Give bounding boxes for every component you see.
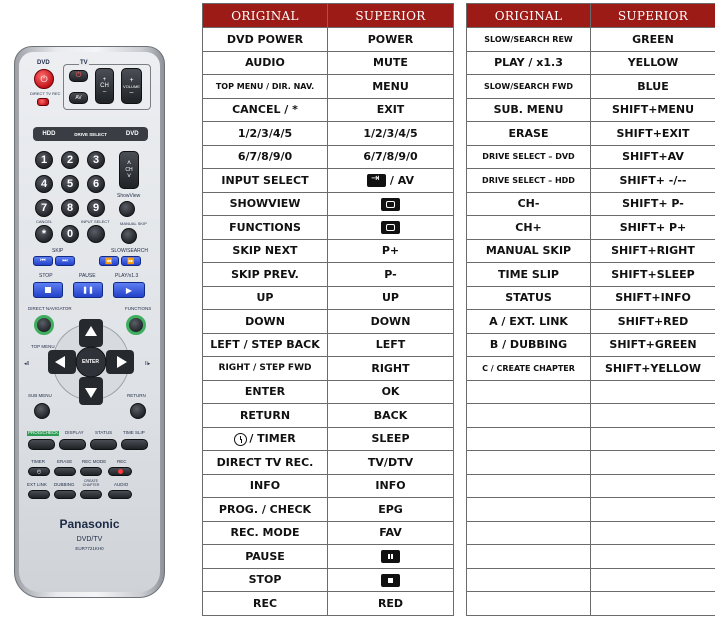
model-code: EUR7721KH0 (75, 546, 104, 551)
original-cell: DVD POWER (203, 28, 328, 52)
audio-button (108, 490, 132, 499)
original-cell (467, 474, 591, 498)
original-cell: DIRECT TV REC. (203, 451, 328, 475)
original-cell: ENTER (203, 380, 328, 404)
original-cell (203, 427, 328, 451)
superior-cell (328, 216, 454, 240)
superior-cell: LEFT (328, 333, 454, 357)
display-label: DISPLAY (65, 430, 84, 435)
stop-label: STOP (39, 273, 53, 279)
navigation-pad (46, 317, 136, 407)
ext-link-label: EXT LINK (27, 482, 47, 487)
digit-0-button: 0 (61, 225, 79, 243)
original-cell: DOWN (203, 310, 328, 334)
create-chapter-button (80, 490, 102, 499)
table-row (467, 286, 715, 310)
original-cell: SHOWVIEW (203, 192, 328, 216)
timer-button (28, 467, 50, 476)
table-row (203, 404, 454, 428)
original-cell (467, 380, 591, 404)
table-row (203, 28, 454, 52)
input-select-button (87, 225, 105, 243)
slow-search-label: SLOW/SEARCH (111, 248, 148, 254)
superior-cell: SHIFT+GREEN (591, 333, 715, 357)
digit-8-button: 8 (61, 199, 79, 217)
superior-cell: DOWN (328, 310, 454, 334)
original-cell (467, 404, 591, 428)
superior-cell-text: / AV (389, 173, 414, 187)
superior-cell: UP (328, 286, 454, 310)
ch-up-icon: + (102, 77, 107, 83)
original-cell: ERASE (467, 122, 591, 146)
superior-cell: GREEN (591, 28, 715, 52)
table-row (203, 451, 454, 475)
direct-tv-rec-label: DIRECT TV REC (30, 91, 61, 96)
original-cell: AUDIO (203, 51, 328, 75)
table-row (203, 568, 454, 592)
play-label: PLAY/x1.3 (115, 273, 139, 279)
remote-control-image (14, 46, 165, 598)
dubbing-label: DUBBING (54, 482, 75, 487)
superior-cell: SHIFT+EXIT (591, 122, 715, 146)
table-row (203, 380, 454, 404)
table-row (467, 28, 715, 52)
superior-cell: OK (328, 380, 454, 404)
prog-check-label: PROG/CHECK (28, 430, 59, 435)
volume-label: VOLUME (123, 83, 140, 89)
pause-key-icon (381, 550, 400, 563)
cancel-star-button: * (35, 225, 53, 243)
original-cell (467, 592, 591, 616)
original-cell: STOP (203, 568, 328, 592)
sub-menu-label: SUB MENU (28, 393, 52, 398)
superior-cell: SHIFT+MENU (591, 98, 715, 122)
dvd-drive-button: DVD (125, 131, 139, 137)
return-label: RETURN (127, 393, 146, 398)
original-cell: TIME SLIP (467, 263, 591, 287)
superior-cell (591, 545, 715, 569)
superior-cell: YELLOW (591, 51, 715, 75)
table-row (203, 498, 454, 522)
erase-button (54, 467, 76, 476)
ch-down-icon: – (102, 89, 107, 95)
digit-7-button: 7 (35, 199, 53, 217)
tv-label: TV (80, 60, 88, 66)
table-row (467, 263, 715, 287)
superior-cell: SHIFT+ P+ (591, 216, 715, 240)
superior-cell: SHIFT+RED (591, 310, 715, 334)
original-cell: CH+ (467, 216, 591, 240)
stop-button (33, 282, 63, 298)
digit-2-button: 2 (61, 151, 79, 169)
stop-key-icon (381, 574, 400, 587)
original-cell: B / DUBBING (467, 333, 591, 357)
direct-tv-rec-button (37, 98, 49, 106)
skip-prev-icon: ⏮ (40, 257, 46, 264)
original-cell: CH- (467, 192, 591, 216)
chevron-up-icon: ˄ (126, 160, 132, 167)
clock-icon: ◴ (36, 468, 42, 475)
dvd-power-button (34, 69, 54, 89)
superior-cell: SHIFT+YELLOW (591, 357, 715, 381)
functions-key-icon (381, 221, 400, 234)
superior-cell: SHIFT+SLEEP (591, 263, 715, 287)
slow-fwd-button (121, 256, 141, 266)
dubbing-button (54, 490, 76, 499)
table-row (467, 216, 715, 240)
table-row (467, 451, 715, 475)
original-cell: DRIVE SELECT – HDD (467, 169, 591, 193)
superior-cell: SHIFT+ P- (591, 192, 715, 216)
table-row (467, 498, 715, 522)
original-cell (467, 427, 591, 451)
superior-cell (591, 404, 715, 428)
manual-skip-label: MANUAL SKIP (120, 221, 147, 226)
table-row (467, 521, 715, 545)
time-slip-button (121, 439, 148, 450)
superior-cell: SLEEP (328, 427, 454, 451)
original-cell: MANUAL SKIP (467, 239, 591, 263)
table-row (203, 310, 454, 334)
rec-mode-label: REC MODE (82, 459, 107, 464)
model-line: DVD/TV (76, 536, 103, 543)
superior-cell (591, 427, 715, 451)
remote-face (19, 52, 160, 592)
rewind-icon: ⏪ (105, 258, 113, 265)
table-row (203, 169, 454, 193)
original-cell (467, 498, 591, 522)
original-cell: SUB. MENU (467, 98, 591, 122)
superior-cell: SHIFT+INFO (591, 286, 715, 310)
brand-logo: Panasonic (59, 517, 120, 531)
pause-button (73, 282, 103, 298)
top-menu-label: TOP MENU (31, 344, 55, 349)
cancel-label: CANCEL (36, 219, 53, 224)
rec-label: REC (117, 459, 127, 464)
ch-small-label: CH (125, 167, 133, 173)
superior-cell: EXIT (328, 98, 454, 122)
table-row (467, 122, 715, 146)
original-cell: REC. MODE (203, 521, 328, 545)
superior-cell (591, 592, 715, 616)
functions-label: FUNCTIONS (125, 306, 152, 311)
superior-cell: SHIFT+RIGHT (591, 239, 715, 263)
superior-cell: SHIFT+AV (591, 145, 715, 169)
superior-cell: FAV (328, 521, 454, 545)
table-row (467, 404, 715, 428)
table-row (467, 169, 715, 193)
table-row (467, 98, 715, 122)
rec-button (108, 467, 132, 476)
superior-cell (328, 169, 454, 193)
original-cell (467, 521, 591, 545)
input-source-icon (367, 174, 386, 187)
status-label: STATUS (95, 430, 113, 435)
pause-icon: ❚❚ (82, 287, 94, 294)
table-row (467, 145, 715, 169)
time-slip-label: TIME SLIP (123, 430, 145, 435)
prog-check-button (28, 439, 55, 450)
superior-cell: P- (328, 263, 454, 287)
digit-4-button: 4 (35, 175, 53, 193)
drive-select-bar (33, 127, 148, 141)
original-cell: SLOW/SEARCH REW (467, 28, 591, 52)
table-row (203, 521, 454, 545)
superior-cell: POWER (328, 28, 454, 52)
original-cell: FUNCTIONS (203, 216, 328, 240)
volume-rocker (121, 68, 142, 104)
original-cell: TOP MENU / DIR. NAV. (203, 75, 328, 99)
table-row (467, 333, 715, 357)
record-dot-icon (118, 469, 123, 474)
showview-key-icon (381, 198, 400, 211)
slow-rew-button (99, 256, 119, 266)
showview-button (119, 201, 135, 217)
dvd-label: DVD (37, 60, 50, 66)
table-row (203, 145, 454, 169)
ch-label: CH (100, 83, 109, 89)
column-header-superior: SUPERIOR (591, 4, 715, 28)
column-header-superior: SUPERIOR (328, 4, 454, 28)
skip-label: SKIP (52, 248, 64, 254)
table-row (203, 239, 454, 263)
superior-cell: BACK (328, 404, 454, 428)
original-cell: PLAY / x1.3 (467, 51, 591, 75)
original-cell: PROG. / CHECK (203, 498, 328, 522)
skip-next-button (55, 256, 75, 266)
showview-label: ShowView (117, 193, 141, 199)
skip-next-icon: ⏭ (62, 257, 68, 264)
av-label: AV (75, 95, 82, 101)
play-button (113, 282, 145, 298)
table-row (203, 357, 454, 381)
superior-cell: SHIFT+ -/-- (591, 169, 715, 193)
table-row (203, 192, 454, 216)
create-chapter-label: CREATE CHAPTER (82, 479, 100, 487)
superior-cell (591, 380, 715, 404)
original-cell: RETURN (203, 404, 328, 428)
chevron-down-icon: ˅ (126, 173, 132, 180)
table-row (203, 592, 454, 616)
tv-power-icon: ⏻ (75, 72, 82, 79)
superior-cell: P+ (328, 239, 454, 263)
return-button (130, 403, 146, 419)
table-row (203, 545, 454, 569)
original-cell: 1/2/3/4/5 (203, 122, 328, 146)
superior-cell (328, 192, 454, 216)
table-row (203, 98, 454, 122)
table-row (467, 239, 715, 263)
table-header-row (203, 4, 454, 28)
superior-cell (328, 568, 454, 592)
original-cell (467, 451, 591, 475)
table-row (467, 427, 715, 451)
original-cell: DRIVE SELECT – DVD (467, 145, 591, 169)
table-row (467, 310, 715, 334)
original-cell: SKIP PREV. (203, 263, 328, 287)
av-button (69, 92, 88, 104)
status-button (90, 439, 117, 450)
digit-3-button: 3 (87, 151, 105, 169)
play-icon: ▶ (125, 285, 133, 295)
original-cell: C / CREATE CHAPTER (467, 357, 591, 381)
vol-down-icon: – (129, 88, 134, 96)
superior-cell (591, 568, 715, 592)
original-cell: INFO (203, 474, 328, 498)
vol-up-icon: + (129, 76, 134, 84)
table-header-row (467, 4, 715, 28)
audio-label: AUDIO (114, 482, 129, 487)
table-row (467, 75, 715, 99)
table-row (203, 427, 454, 451)
original-cell: CANCEL / * (203, 98, 328, 122)
original-cell: 6/7/8/9/0 (203, 145, 328, 169)
skip-prev-button (33, 256, 53, 266)
digit-9-button: 9 (87, 199, 105, 217)
table-row (203, 286, 454, 310)
superior-cell: MENU (328, 75, 454, 99)
superior-cell (591, 498, 715, 522)
table-row (467, 380, 715, 404)
original-cell: A / EXT. LINK (467, 310, 591, 334)
manual-skip-button (121, 228, 137, 244)
table-row (467, 357, 715, 381)
original-cell (467, 545, 591, 569)
table-row (203, 75, 454, 99)
original-cell: RIGHT / STEP FWD (203, 357, 328, 381)
pause-label: PAUSE (79, 273, 96, 279)
direct-navigator-label: DIRECT NAVIGATOR (28, 306, 72, 311)
digit-5-button: 5 (61, 175, 79, 193)
ch-small-rocker (119, 151, 139, 189)
fast-forward-icon: ⏩ (127, 258, 135, 265)
superior-cell: TV/DTV (328, 451, 454, 475)
tv-power-button (69, 70, 88, 82)
table-row (467, 51, 715, 75)
original-cell: INPUT SELECT (203, 169, 328, 193)
superior-cell (328, 545, 454, 569)
original-cell: UP (203, 286, 328, 310)
table-row (203, 216, 454, 240)
step-back-icon: ◂II (24, 361, 30, 367)
display-button (59, 439, 86, 450)
superior-cell (591, 451, 715, 475)
drive-select-label: DRIVE SELECT (74, 131, 108, 137)
column-header-original: ORIGINAL (467, 4, 591, 28)
ch-rocker (95, 68, 114, 104)
superior-cell: MUTE (328, 51, 454, 75)
table-row (203, 51, 454, 75)
original-cell (467, 568, 591, 592)
digit-6-button: 6 (87, 175, 105, 193)
superior-cell: RED (328, 592, 454, 616)
superior-cell: 6/7/8/9/0 (328, 145, 454, 169)
timer-label: TIMER (31, 459, 45, 464)
table-row (467, 545, 715, 569)
hdd-button: HDD (42, 131, 56, 137)
superior-cell: EPG (328, 498, 454, 522)
input-select-label: INPUT SELECT (81, 219, 110, 224)
power-icon: ⏻ (40, 73, 48, 84)
step-fwd-icon: II▸ (145, 361, 151, 367)
superior-cell: BLUE (591, 75, 715, 99)
mapping-table-left (202, 3, 454, 616)
original-cell: PAUSE (203, 545, 328, 569)
mapping-table-right (466, 3, 715, 616)
original-cell: SKIP NEXT (203, 239, 328, 263)
digit-1-button: 1 (35, 151, 53, 169)
table-row (467, 592, 715, 616)
superior-cell: RIGHT (328, 357, 454, 381)
superior-cell: INFO (328, 474, 454, 498)
rec-mode-button (80, 467, 102, 476)
table-row (203, 333, 454, 357)
original-cell: SLOW/SEARCH FWD (467, 75, 591, 99)
table-row (203, 474, 454, 498)
timer-clock-icon (234, 433, 247, 446)
table-row (467, 568, 715, 592)
table-row (467, 192, 715, 216)
column-header-original: ORIGINAL (203, 4, 328, 28)
superior-cell (591, 521, 715, 545)
original-cell: STATUS (467, 286, 591, 310)
sub-menu-button (34, 403, 50, 419)
enter-label: ENTER (82, 359, 99, 365)
superior-cell: 1/2/3/4/5 (328, 122, 454, 146)
superior-cell (591, 474, 715, 498)
ext-link-button (28, 490, 50, 499)
original-cell: LEFT / STEP BACK (203, 333, 328, 357)
erase-label: ERASE (57, 459, 73, 464)
stop-icon (45, 287, 51, 293)
original-cell-text: / TIMER (249, 432, 296, 445)
original-cell: REC (203, 592, 328, 616)
table-row (203, 263, 454, 287)
table-row (467, 474, 715, 498)
table-row (203, 122, 454, 146)
